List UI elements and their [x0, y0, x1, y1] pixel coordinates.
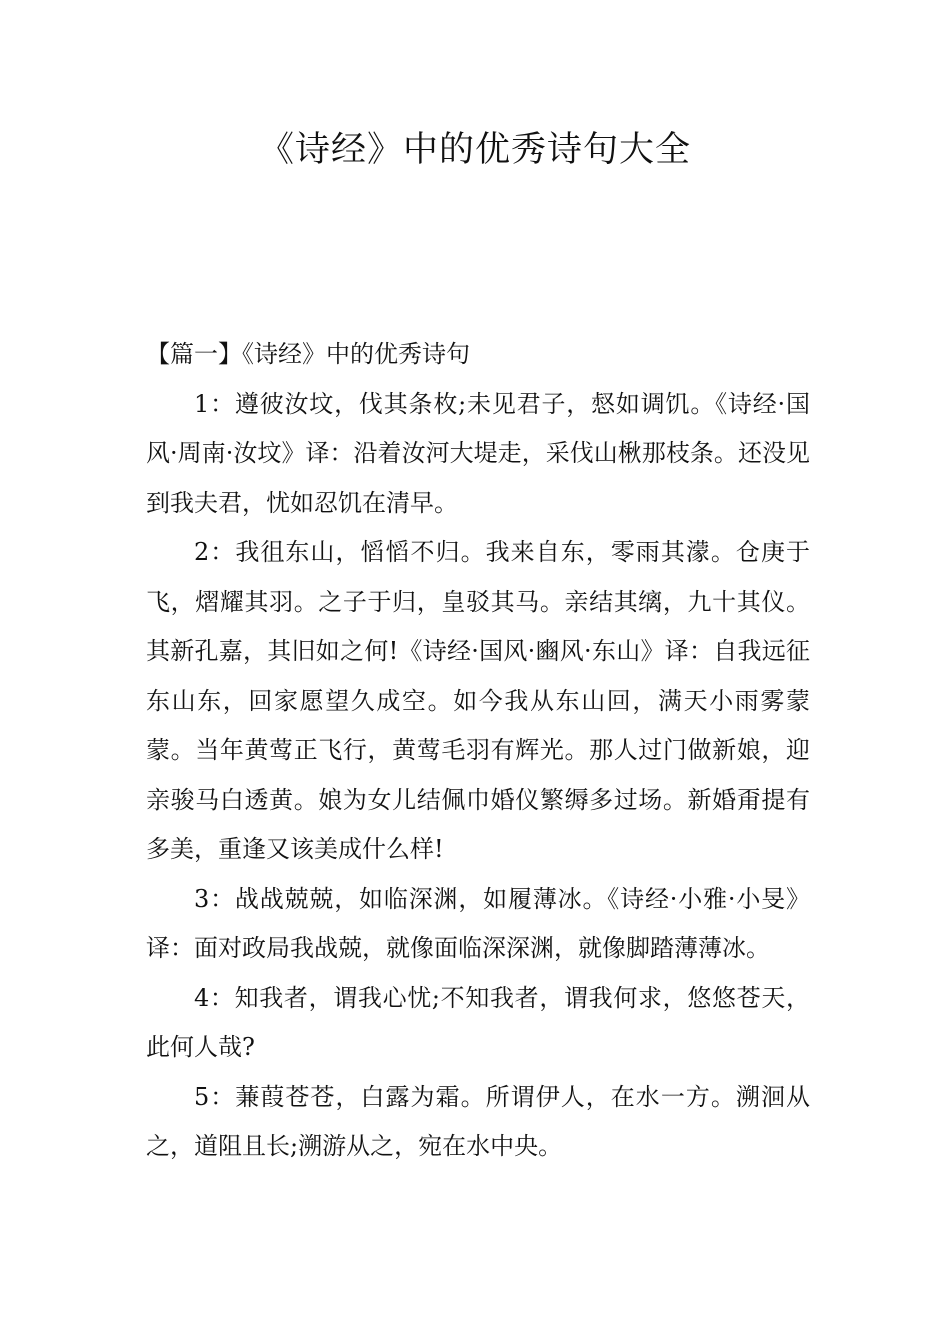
poem-paragraph-4: 4：知我者，谓我心忧;不知我者，谓我何求，悠悠苍天，此何人哉? [146, 983, 810, 1061]
poem-paragraph-5: 5：蒹葭苍苍，白露为霜。所谓伊人，在水一方。溯洄从之，道阻且长;溯游从之，宛在水中央。 [146, 1082, 810, 1160]
poem-paragraph-3: 3：战战兢兢，如临深渊，如履薄冰。《诗经·小雅·小旻》译：面对政局我战兢，就像面临深深渊，就像脚踏薄薄冰。 [146, 884, 810, 962]
poem-paragraph-1: 1：遵彼汝坟，伐其条枚;未见君子，惄如调饥。《诗经·国风·周南·汝坟》译：沿着汝河大堤走，采伐山楸那枝条。还没见到我夫君，忧如忍饥在清早。 [146, 389, 810, 517]
poem-paragraph-2: 2：我徂东山，慆慆不归。我来自东，零雨其濛。仓庚于飞，熠耀其羽。之子于归，皇驳其马。亲结其缡，九十其仪。其新孔嘉，其旧如之何!《诗经·国风·豳风·东山》译：自我远征东山东，回家愿望久成空。如今我从东山回，满天小雨雾蒙蒙。当年黄莺正飞行，黄莺毛羽有辉光。那人过门做新娘，迎亲骏马白透黄。娘为女儿结佩巾婚仪繁缛多过场。新婚甭提有多美，重逢又该美成什么样! [146, 538, 810, 863]
document-body [146, 330, 810, 1172]
page-title: 《诗经》中的优秀诗句大全 [258, 130, 691, 170]
section-heading: 【篇一】《诗经》中的优秀诗句 [146, 340, 470, 368]
